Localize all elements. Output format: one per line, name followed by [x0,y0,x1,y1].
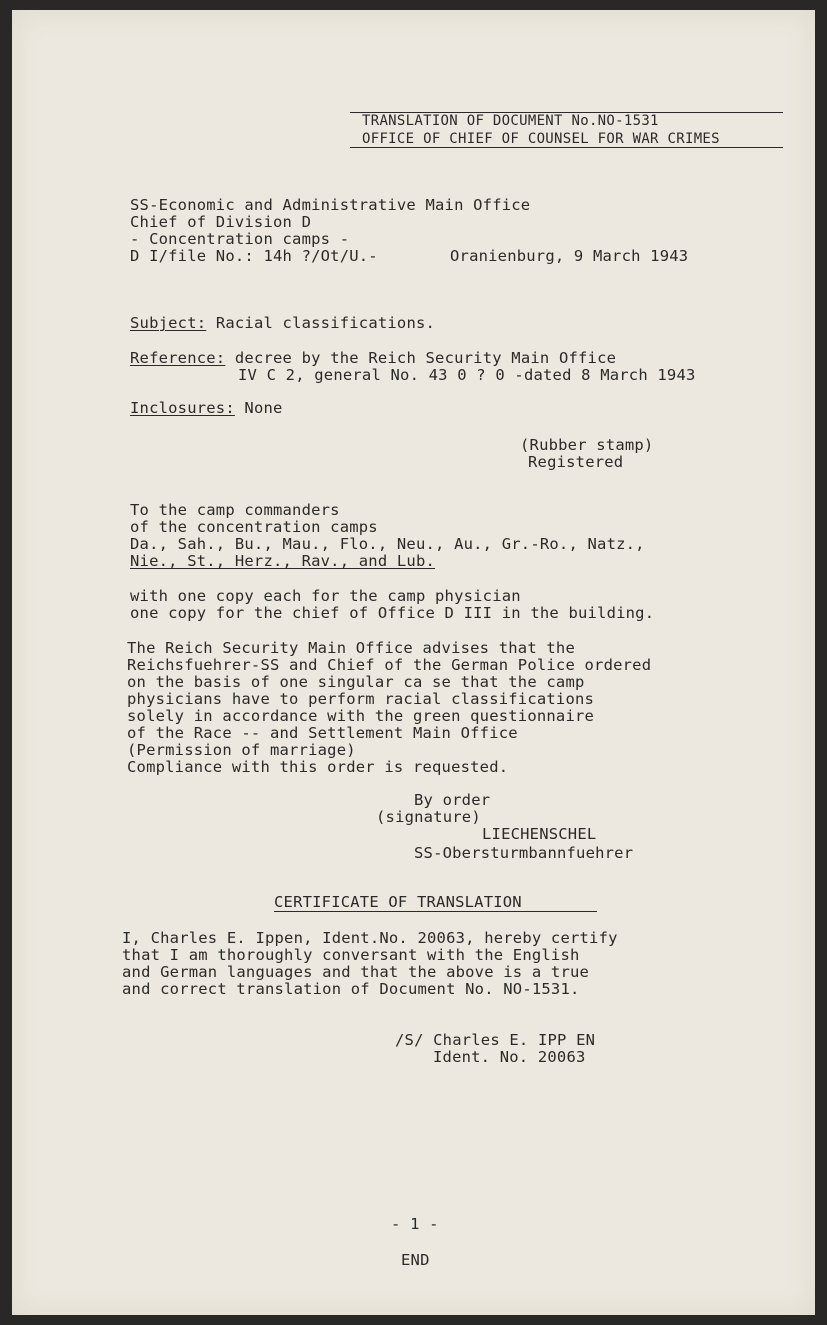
certificate-line: that I am thoroughly conversant with the English [122,946,580,964]
reference-text-1: decree by the Reich Security Main Office [234,349,617,367]
signer-name: LIECHENSCHEL [482,825,597,843]
header-bottom-rule [350,147,783,148]
camp-list-2: Nie., St., Herz., Rav., and Lub. [130,552,436,570]
stamp-registered: Registered [528,453,624,471]
reference-label: Reference: [130,349,226,367]
certificate-line: I, Charles E. Ippen, Ident.No. 20063, hereby certify [122,929,618,947]
subject-text: Racial classifications. [215,314,436,332]
document-page [12,10,815,1315]
file-number: D I/file No.: 14h ?/Ot/U.- [130,247,378,265]
signature-note: (signature) [376,808,481,826]
sender-camps: - Concentration camps - [130,230,350,248]
body-line: physicians have to perform racial classifications [127,690,595,708]
place-date: Oranienburg, 9 March 1943 [450,247,689,265]
certificate-line: and correct translation of Document No. NO-1531. [122,980,580,998]
reference-text-2: IV C 2, general No. 43 0 ? 0 -dated 8 March 1943 [238,366,696,384]
by-order: By order [414,791,491,809]
page-number: - 1 - [391,1215,439,1233]
header-office: OFFICE OF CHIEF OF COUNSEL FOR WAR CRIMES [362,131,720,147]
certificate-line: and German languages and that the above is a true [122,963,590,981]
translator-ident: Ident. No. 20063 [433,1048,586,1066]
copies-line-2: one copy for the chief of Office D III in the building. [130,604,655,622]
body-line: of the Race -- and Settlement Main Office [127,724,518,742]
signer-rank: SS-Obersturmbannfuehrer [414,844,634,862]
reference-line [130,350,616,367]
body-line: The Reich Security Main Office advises that the [127,639,575,657]
copies-line-1: with one copy each for the camp physician [130,587,521,605]
camp-list-1: Da., Sah., Bu., Mau., Flo., Neu., Au., Gr.-Ro., Natz., [130,535,645,553]
body-line: (Permission of marriage) [127,741,356,759]
subject-line [130,315,435,332]
subject-label: Subject: [130,314,207,332]
inclosures-line [130,400,283,417]
body-line: Reichsfuehrer-SS and Chief of the German Police ordered [127,656,652,674]
sender-division: Chief of Division D [130,213,312,231]
sender-office: SS-Economic and Administrative Main Office [130,196,531,214]
certificate-title: CERTIFICATE OF TRANSLATION [274,893,522,911]
header-title: TRANSLATION OF DOCUMENT No.NO-1531 [362,113,659,129]
addressee-2: of the concentration camps [130,518,378,536]
certificate-underline [274,911,597,912]
addressee-1: To the camp commanders [130,501,340,519]
stamp-note: (Rubber stamp) [520,436,654,454]
inclosures-label: Inclosures: [130,399,235,417]
end-marker: END [401,1251,430,1269]
body-line: solely in accordance with the green questionnaire [127,707,595,725]
inclosures-text: None [244,399,283,417]
body-line: on the basis of one singular ca se that the camp [127,673,585,691]
translator-signature: /S/ Charles E. IPP EN [395,1031,596,1049]
body-line: Compliance with this order is requested. [127,758,509,776]
